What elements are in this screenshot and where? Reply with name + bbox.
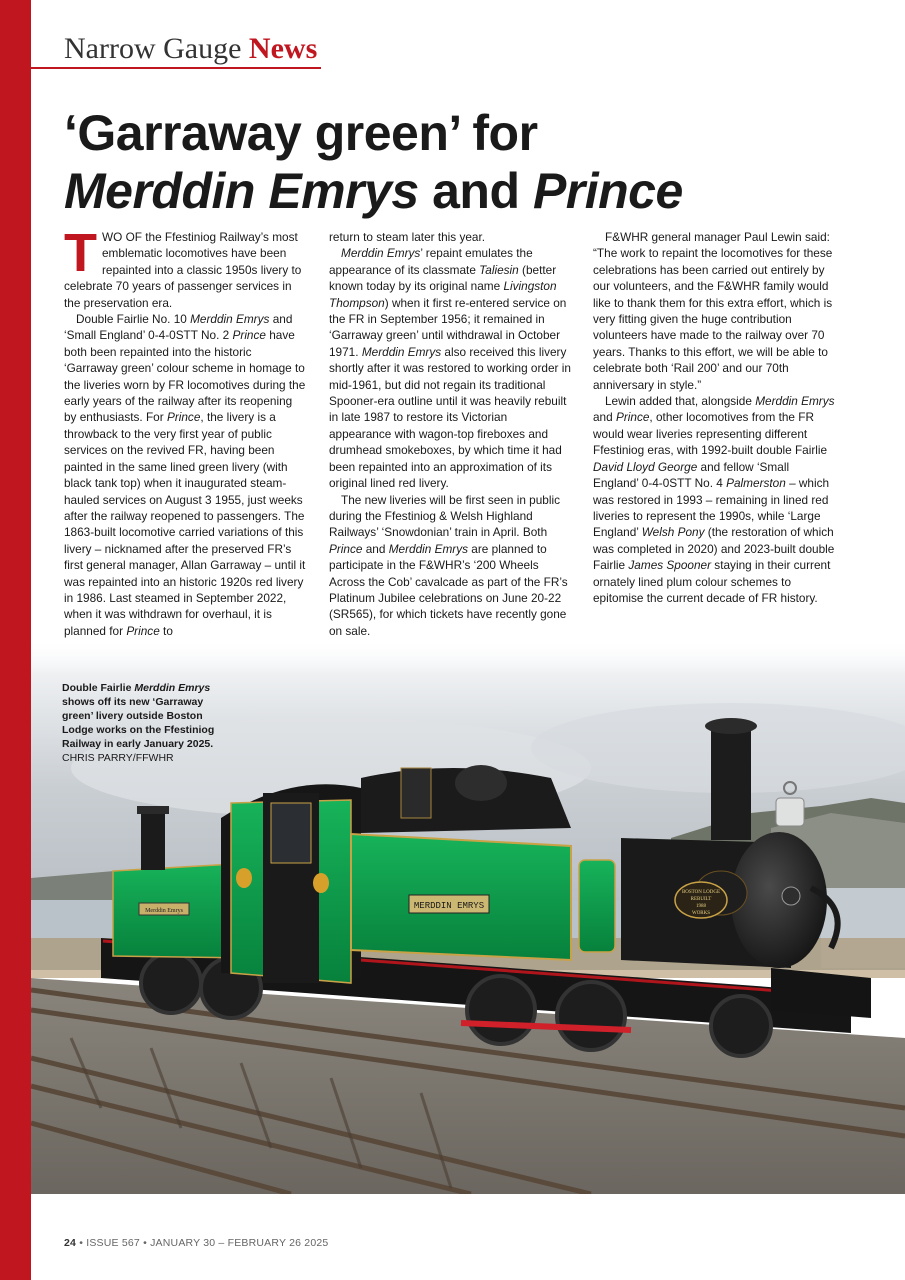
text: Prince (166, 410, 201, 425)
text: The new liveries will be first seen in public during the Ffestiniog & Welsh Highland Railways’ ‘Snowdonian’ train in April. Both (329, 492, 560, 540)
text: Taliesin (479, 262, 519, 277)
text: Prince (232, 328, 266, 343)
headline-line1: ‘Garraway green’ for (64, 105, 538, 161)
text: Double Fairlie (62, 682, 135, 694)
text: Welsh Pony (641, 525, 705, 540)
text: Merddin Emrys (341, 246, 421, 261)
text: and (362, 541, 389, 556)
headline-and: and (432, 163, 520, 219)
text: Double Fairlie No. 10 (76, 312, 191, 327)
text: , the livery is a throwback to the very first year of public services on the revived FR, having been painted in the same lined green livery (with black tank top) when it inaugurated steam-hauled services on August 3 1955, just weeks after the railway reopened to passengers. The 1863-built locomotive carried variations of this livery – nicknamed after the preserved FR’s first general manager, Allan Garraway – until it was repainted into an historic 1920s red livery in 1986. Last steamed in September 2022, when it was withdrawn for overhaul, it is planned for (64, 410, 306, 638)
text: Prince (329, 541, 363, 556)
paragraph (593, 393, 835, 606)
text: Merddin Emrys (190, 312, 270, 327)
article-column-3 (593, 229, 835, 606)
text: shows off its new ‘Garraway green’ livery outside Boston Lodge works on the Ffestiniog Railway in early January 2025. (62, 696, 215, 750)
paragraph (64, 223, 306, 311)
article-column-2 (329, 229, 571, 639)
text: ’ repaint emulates the appearance of its classmate (329, 246, 533, 277)
headline (64, 104, 683, 220)
paragraph (64, 311, 306, 639)
photo-credit: CHRIS PARRY/FFWHR (62, 752, 174, 764)
text: have both been repainted into the historic ‘Garraway green’ colour scheme in homage to the liveries worn by FR locomotives during the early years of the railway after its reopening by enthusiasts. For (64, 328, 306, 425)
text: James Spooner (628, 558, 712, 573)
drop-cap: T (64, 223, 97, 283)
text: Merddin Emrys (755, 394, 835, 409)
photo-caption (62, 681, 227, 765)
text: (the restoration of which was completed in 2020) and 2023-built double Fairlie (593, 525, 835, 573)
worksplate-line-2: REBUILT (690, 897, 712, 902)
text: Merddin Emrys (134, 682, 211, 694)
paragraph: F&WHR general manager Paul Lewin said: “The work to repaint the locomotives for these celebrations has been carried out entirely by our volunteers, and the F&WHR family would like to thank them for this extra effort, which is very fitting given the huge contribution volunteers have made to the railway over 70 years. Thanks to this effort, we will be able to celebrate both ‘Rail 200’ and our 70th anniversary in style.” (593, 230, 833, 392)
page-number: 24 (64, 1237, 77, 1249)
text: , other locomotives from the FR would wear liveries representing different Ffestiniog eras, with 1992-built double Fairlie (593, 410, 828, 458)
headline-name2: Prince (532, 163, 683, 219)
article-column-1 (64, 223, 306, 639)
text: to (159, 623, 173, 638)
text: and fellow ‘Small England’ 0-4-0STT No. 4 (593, 459, 790, 491)
worksplate-line-4: WORKS (691, 911, 711, 916)
text: Merddin Emrys (388, 541, 469, 556)
headline-name1: Merddin Emrys (64, 163, 419, 219)
paragraph: return to steam later this year. (329, 230, 486, 244)
text: ) when it first re-entered service on the FR in September 1956; it remained in ‘Garraway green’ until withdrawal in October 1971. (329, 295, 567, 359)
issue-number: ISSUE 567 (86, 1237, 140, 1249)
text: David Lloyd George (593, 459, 698, 474)
text: and ‘Small England’ 0-4-0STT No. 2 (64, 312, 293, 343)
text: Prince (615, 410, 650, 425)
section-rule (31, 67, 321, 69)
text: (better known today by its original name (329, 262, 557, 294)
section-label: Narrow Gauge (64, 32, 242, 65)
paragraph (329, 245, 571, 491)
text: Palmerston (726, 476, 786, 491)
text: – which was restored in 1993 – remaining in lined red liveries to represent the 1990s, while ‘Large England’ (593, 476, 830, 540)
page-footer: 24 • ISSUE 567 • JANUARY 30 – FEBRUARY 26 2025 (64, 1237, 329, 1249)
worksplate-line-1: BOSTON LODGE (681, 890, 721, 895)
small-nameplate-text: Merddin Emrys (145, 908, 183, 914)
issue-dates: JANUARY 30 – FEBRUARY 26 2025 (150, 1237, 329, 1249)
nameplate-text: MERDDIN EMRYS (413, 901, 485, 911)
text: Lewin added that, alongside (605, 394, 756, 409)
text: are planned to participate in the F&WHR’s ‘200 Wheels Across the Cob’ cavalcade as part of the FR’s Platinum Jubilee celebrations on June 20-22 (SR565), for which tickets have recently gone on sale. (329, 541, 568, 638)
section-label-news: News (248, 32, 318, 65)
text: Prince (126, 623, 160, 638)
section-header (64, 32, 317, 66)
text: also received this livery shortly after it was restored to working order in mid-1961, but did not regain its traditional Spooner-era outline until it was heavily rebuilt in late 1987 to restore its Victorian appearance with wagon-top fireboxes and drumhead smokeboxes, by which time it had been repainted into an approximation of its original lined red livery. (329, 344, 571, 491)
text: staying in their current ornately lined plum colour schemes to epitomise the current decade of FR history. (593, 558, 831, 605)
text: Merddin Emrys (361, 344, 442, 359)
text: Livingston Thompson (329, 279, 557, 310)
text: and (593, 410, 616, 425)
text: WO OF the Ffestiniog Railway’s most emblematic locomotives have been repainted into a classic 1950s livery to celebrate 70 years of passenger services in the preservation era. (64, 230, 302, 310)
page-edge-bar (0, 0, 31, 1280)
paragraph (329, 492, 571, 640)
worksplate-line-3: 1988 (696, 904, 706, 909)
